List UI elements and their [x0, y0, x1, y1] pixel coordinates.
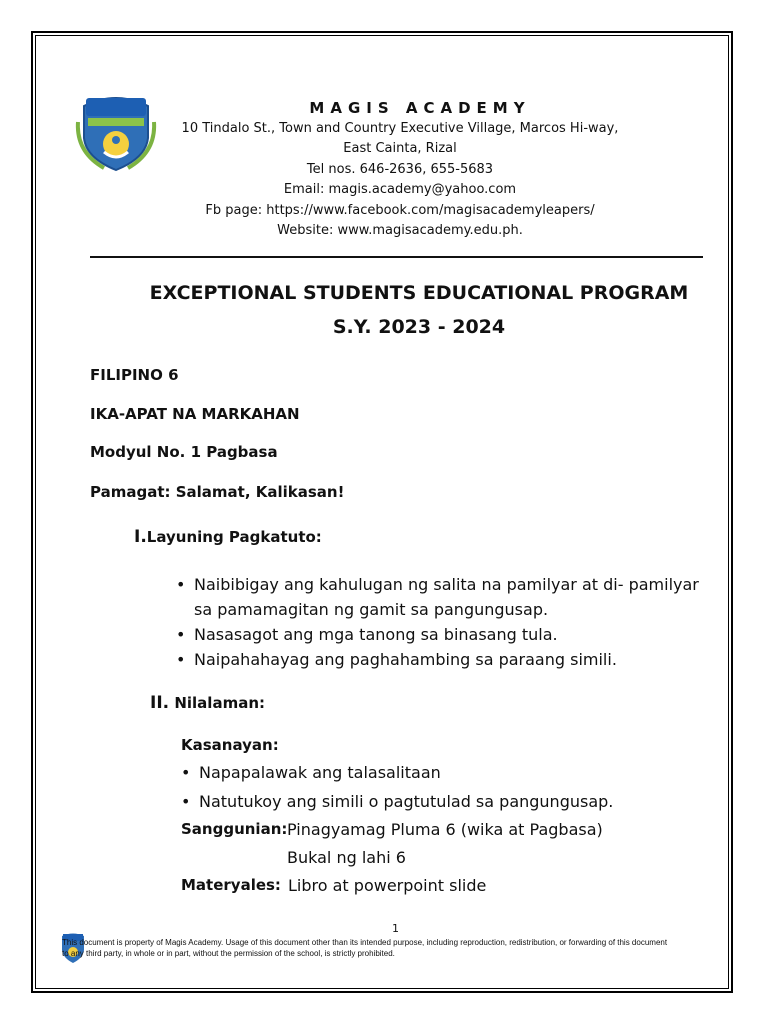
- list-item: • Natutukoy ang simili o pagtutulad sa pangungusap.: [199, 789, 613, 814]
- subject: FILIPINO 6: [90, 366, 179, 384]
- footer-notice: This document is property of Magis Academy. Usage of this document other than its intended purpose, including reproduction, redistribution, or forwarding of this document to any third party, in whole or in part, without the permission of the school, is strictly prohibited.: [62, 938, 668, 958]
- facebook-page: Fb page: https://www.facebook.com/magisacademyleapers/: [205, 202, 595, 218]
- bullet-icon: •: [176, 650, 186, 669]
- list-item: • Naibibigay ang kahulugan ng salita na pamilyar at di- pamilyar: [194, 572, 699, 597]
- school-logo: [74, 92, 158, 172]
- materyales-value: Libro at powerpoint slide: [288, 876, 487, 895]
- address-line-1: 10 Tindalo St., Town and Country Executive Village, Marcos Hi-way,: [181, 120, 619, 136]
- bullet-icon: •: [176, 575, 186, 594]
- bullet-icon: •: [181, 792, 191, 811]
- sanggunian-value-1: Pinagyamag Pluma 6 (wika at Pagbasa): [287, 820, 603, 839]
- program-title: EXCEPTIONAL STUDENTS EDUCATIONAL PROGRAM: [149, 282, 689, 304]
- email: Email: magis.academy@yahoo.com: [283, 182, 517, 197]
- header-divider: [90, 256, 703, 258]
- list-item: • Naipahahayag ang paghahambing sa paraang simili.: [194, 647, 617, 672]
- section-2-heading: [150, 693, 265, 713]
- list-item: • Napapalawak ang talasalitaan: [199, 760, 441, 785]
- bullet-icon: •: [181, 763, 191, 782]
- page-number: 1: [392, 922, 399, 935]
- school-header: [150, 98, 650, 242]
- section-1-heading: [134, 527, 322, 547]
- section-1-numeral: I.: [134, 527, 147, 547]
- school-year: S.Y. 2023 - 2024: [332, 316, 506, 338]
- section-2-title: Nilalaman:: [174, 694, 265, 712]
- list-item: • Nasasagot ang mga tanong sa binasang tula.: [194, 622, 558, 647]
- module: Modyul No. 1 Pagbasa: [90, 443, 278, 461]
- materyales-label: Materyales:: [181, 876, 281, 894]
- lesson-title: Pamagat: Salamat, Kalikasan!: [90, 483, 345, 501]
- section-1-title: Layuning Pagkatuto:: [146, 528, 322, 546]
- list-item-continuation: sa pamamagitan ng gamit sa pangungusap.: [194, 600, 549, 619]
- telephone: Tel nos. 646-2636, 655-5683: [306, 161, 494, 177]
- sanggunian-label: Sanggunian:: [181, 820, 288, 838]
- website: Website: www.magisacademy.edu.ph.: [277, 223, 523, 238]
- school-name: MAGIS ACADEMY: [309, 99, 531, 117]
- section-2-numeral: II.: [150, 693, 170, 713]
- quarter: IKA-APAT NA MARKAHAN: [90, 405, 300, 423]
- kasanayan-label: Kasanayan:: [181, 736, 279, 754]
- bullet-icon: •: [176, 625, 186, 644]
- sanggunian-value-2: Bukal ng lahi 6: [287, 848, 406, 867]
- address-line-2: East Cainta, Rizal: [343, 141, 457, 156]
